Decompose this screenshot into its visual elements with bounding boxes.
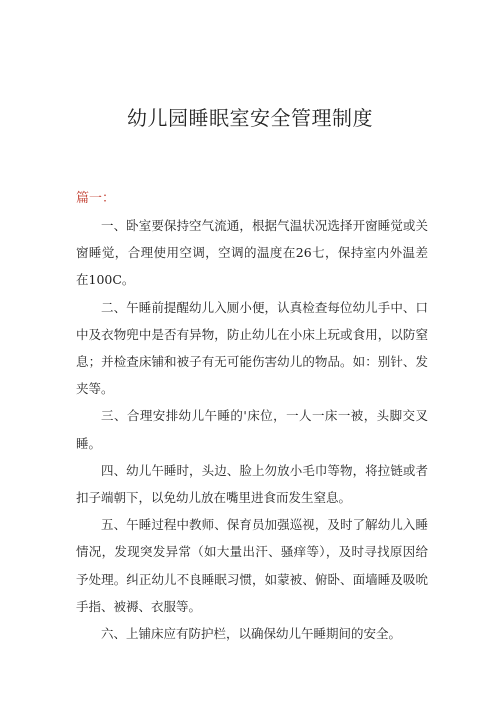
- paragraph-6: 六、上铺床应有防护栏，以确保幼儿午睡期间的安全。: [101, 626, 402, 642]
- paragraph-2: 二、午睡前提醒幼儿入厕小便，认真检查每位幼儿手中、口中及衣物兜中是否有异物，防止幼儿在小床上玩或食用，以防窒息；并检查床铺和被子有无可能伤害幼儿的物品。如：别针、发夹等。: [76, 299, 428, 397]
- paragraph-5: 五、午睡过程中教师、保育员加强巡视，及时了解幼儿入睡情况，发现突发异常（如大量出汗、骚痒等），及时寻找原因给予处理。纠正幼儿不良睡眠习惯，如蒙被、俯卧、面墙睡及吸吮手指、被褥、衣服等。: [76, 517, 428, 614]
- paragraph-3: 三、合理安排幼儿午睡的'床位，一人一床一被，头脚交叉睡。: [76, 408, 428, 451]
- document-title: 幼儿园睡眠室安全管理制度: [127, 106, 373, 130]
- document-body: [76, 212, 428, 647]
- paragraph-1: 一、卧室要保持空气流通，根据气温状况选择开窗睡觉或关窗睡觉，合理使用空调，空调的温度在26七，保持室内外温差在100C。: [76, 218, 428, 288]
- paragraph-4: 四、幼儿午睡时，头边、脸上勿放小毛巾等物，将拉链或者扣子端朝下，以免幼儿放在嘴里进食而发生窒息。: [76, 462, 428, 506]
- section-label: 篇一：: [76, 191, 116, 206]
